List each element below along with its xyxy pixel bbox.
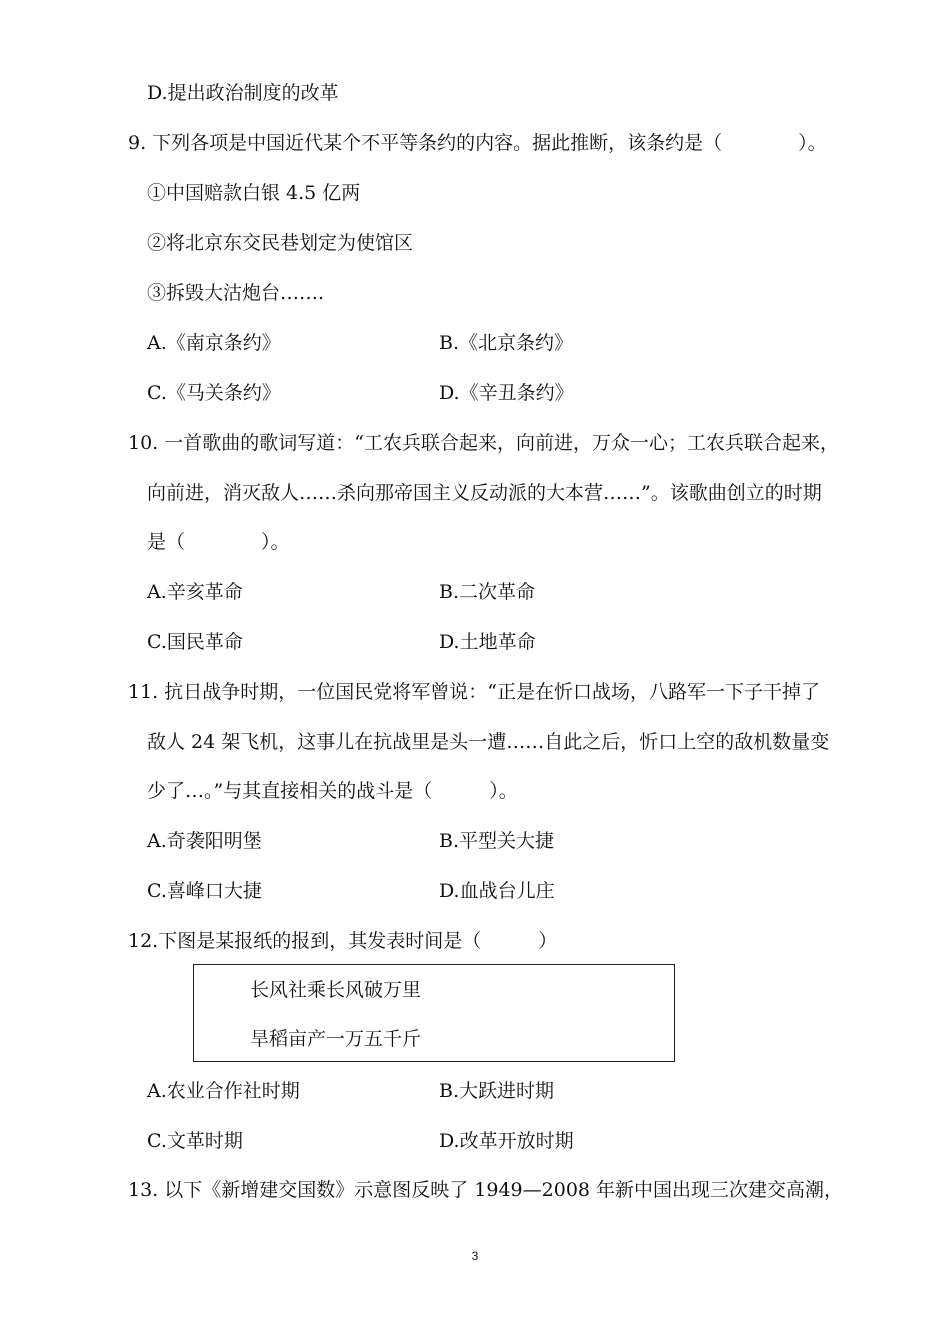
q9-item-2: ②将北京东交民巷划定为使馆区 bbox=[147, 232, 414, 254]
q10-option-b: B.二次革命 bbox=[439, 581, 536, 603]
q11-option-b: B.平型关大捷 bbox=[439, 830, 555, 852]
q9-stem: 9. 下列各项是中国近代某个不平等条约的内容。据此推断，该条约是（ ）。 bbox=[128, 132, 827, 154]
q9-item-1: ①中国赔款白银 4.5 亿两 bbox=[147, 182, 361, 204]
q8-option-d: D.提出政治制度的改革 bbox=[147, 82, 339, 104]
q10-option-a: A.辛亥革命 bbox=[147, 581, 243, 603]
q12-option-b: B.大跃进时期 bbox=[439, 1080, 555, 1102]
q9-option-c: C.《马关条约》 bbox=[147, 382, 281, 404]
page-number: 3 bbox=[471, 1249, 479, 1263]
headline-line-2: 旱稻亩产一万五千斤 bbox=[250, 1028, 422, 1050]
q13-stem-line1: 13. 以下《新增建交国数》示意图反映了 1949—2008 年新中国出现三次建交高潮， bbox=[128, 1179, 844, 1201]
q11-stem-line2: 敌人 24 架飞机，这事儿在抗战里是头一遭……自此之后，忻口上空的敌机数量变 bbox=[147, 731, 830, 753]
newspaper-headline-box bbox=[193, 964, 675, 1062]
q11-option-c: C.喜峰口大捷 bbox=[147, 880, 262, 902]
q11-stem-line3: 少了…。”与其直接相关的战斗是（ ）。 bbox=[147, 780, 518, 802]
q10-stem-line2: 向前进，消灭敌人……杀向那帝国主义反动派的大本营……”。该歌曲创立的时期 bbox=[147, 482, 822, 504]
q10-option-c: C.国民革命 bbox=[147, 631, 243, 653]
headline-line-1: 长风社乘长风破万里 bbox=[250, 979, 422, 1001]
q12-option-a: A.农业合作社时期 bbox=[147, 1080, 300, 1102]
q9-item-3: ③拆毁大沽炮台……. bbox=[147, 282, 325, 304]
q10-option-d: D.土地革命 bbox=[439, 631, 536, 653]
q11-option-a: A.奇袭阳明堡 bbox=[147, 830, 262, 852]
q12-stem: 12.下图是某报纸的报到，其发表时间是（ ） bbox=[128, 930, 558, 952]
q10-stem-line3: 是（ ）。 bbox=[147, 531, 290, 553]
q9-option-a: A.《南京条约》 bbox=[147, 332, 281, 354]
q9-option-d: D.《辛丑条约》 bbox=[439, 382, 574, 404]
q9-option-b: B.《北京条约》 bbox=[439, 332, 574, 354]
q11-option-d: D.血战台儿庄 bbox=[439, 880, 555, 902]
q12-option-c: C.文革时期 bbox=[147, 1130, 243, 1152]
q12-option-d: D.改革开放时期 bbox=[439, 1130, 574, 1152]
q11-stem-line1: 11. 抗日战争时期，一位国民党将军曾说：“正是在忻口战场，八路军一下子干掉了 bbox=[128, 681, 820, 703]
q10-stem-line1: 10. 一首歌曲的歌词写道：“工农兵联合起来，向前进，万众一心；工农兵联合起来， bbox=[128, 432, 839, 454]
